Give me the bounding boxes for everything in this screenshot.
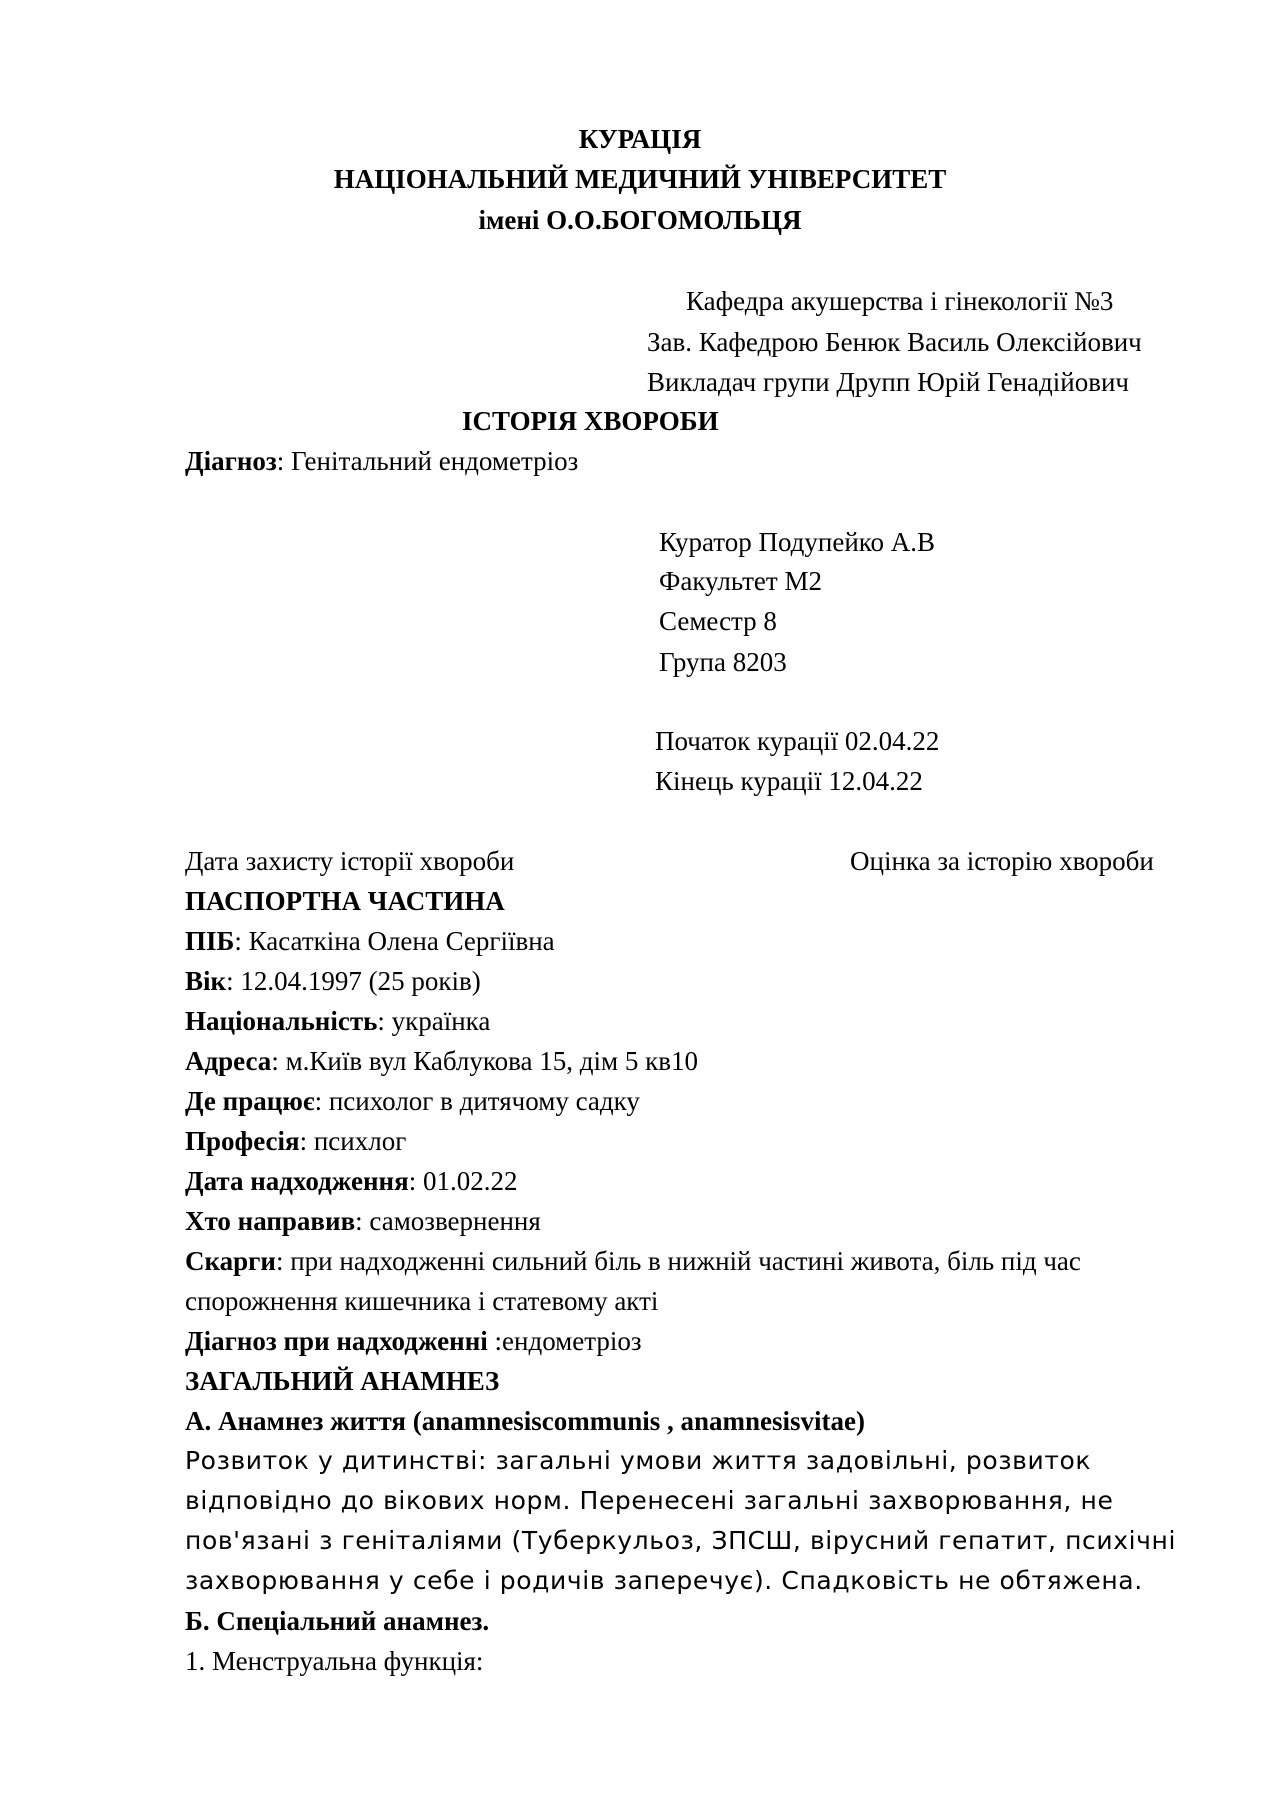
diagnosis-line	[185, 444, 578, 478]
diagnosis-value: : Генітальний ендометріоз	[276, 446, 579, 476]
passport-heading: ПАСПОРТНА ЧАСТИНА	[185, 886, 505, 916]
complaints-line-2: спорожнення кишечника і статевому акті	[185, 1286, 659, 1316]
special-anamnesis-heading: Б. Спеціальний анамнез.	[185, 1606, 490, 1636]
diagnosis-label: Діагноз	[185, 446, 277, 476]
passport-field-address: Адреса: м.Київ вул Каблукова 15, дім 5 кв10	[185, 1046, 698, 1076]
curator-group: Група 8203	[659, 647, 787, 677]
curator-faculty: Факультет М2	[659, 566, 822, 596]
passport-field-referral: Хто направив: самозвернення	[185, 1206, 541, 1236]
header-line-named-after: імені О.О.БОГОМОЛЬЦЯ	[478, 205, 802, 235]
curator-name: Куратор Подупейко А.В	[659, 527, 936, 557]
curator-semester: Семестр 8	[659, 606, 777, 636]
anamnesis-heading: ЗАГАЛЬНИЙ АНАМНЕЗ	[185, 1366, 500, 1396]
life-anamnesis-heading: А. Анамнез життя (anamnesiscommunis , anamnesisvitae)	[185, 1406, 866, 1436]
complaints-line-1: Скарги: при надходженні сильний біль в нижній частині живота, біль під час	[185, 1246, 1081, 1276]
passport-field-nationality: Національність: українка	[185, 1006, 491, 1036]
defense-date-label: Дата захисту історії хвороби	[185, 846, 515, 876]
header-line-university: НАЦІОНАЛЬНИЙ МЕДИЧНИЙ УНІВЕРСИТЕТ	[333, 164, 947, 194]
admission-diagnosis: Діагноз при надходженні :ендометріоз	[185, 1326, 642, 1356]
passport-field-age: Вік: 12.04.1997 (25 років)	[185, 966, 481, 996]
curation-start: Початок курації 02.04.22	[655, 726, 940, 756]
life-anamnesis-line-4: захворювання у себе і родичів заперечує). Спадковість не обтяжена.	[185, 1566, 1143, 1595]
life-anamnesis-line-3: пов'язані з геніталіями (Туберкульоз, ЗПСШ, вірусний гепатит, психічні	[185, 1526, 1177, 1555]
passport-field-name: ПІБ: Касаткіна Олена Сергіївна	[185, 926, 555, 956]
department-chair: Кафедра акушерства і гінекології №3	[686, 286, 1114, 316]
curation-end: Кінець курації 12.04.22	[655, 766, 923, 796]
passport-field-admission-date: Дата надходження: 01.02.22	[185, 1166, 518, 1196]
department-head: Зав. Кафедрою Бенюк Василь Олексійович	[647, 327, 1142, 357]
page-title: ІСТОРІЯ ХВОРОБИ	[462, 406, 719, 436]
header-line-kuratsiia: КУРАЦІЯ	[578, 124, 702, 154]
passport-field-workplace: Де працює: психолог в дитячому садку	[185, 1086, 640, 1116]
grade-label: Оцінка за історію хвороби	[850, 846, 1154, 876]
department-teacher: Викладач групи Друпп Юрій Генадійович	[647, 367, 1129, 397]
life-anamnesis-line-2: відповідно до вікових норм. Перенесені загальні захворювання, не	[185, 1486, 1114, 1515]
passport-field-profession: Професія: психлог	[185, 1126, 407, 1156]
menstrual-function-item: 1. Менструальна функція:	[185, 1646, 484, 1676]
life-anamnesis-line-1: Розвиток у дитинстві: загальні умови життя задовільні, розвиток	[185, 1446, 1092, 1475]
